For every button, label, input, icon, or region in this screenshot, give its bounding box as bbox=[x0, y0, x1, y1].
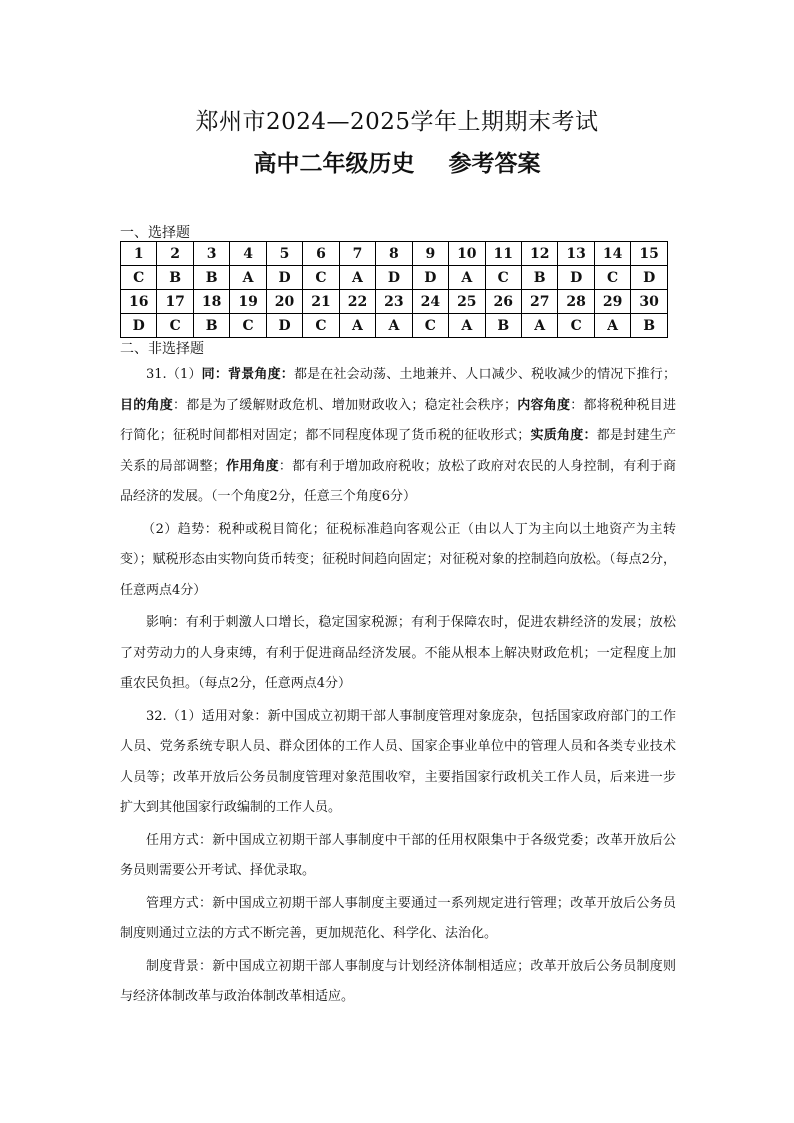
answer-cell: D bbox=[266, 266, 302, 290]
question-number-cell: 13 bbox=[558, 242, 594, 266]
answer-key-label: 参考答案 bbox=[448, 151, 541, 177]
answer-cell: B bbox=[193, 314, 229, 338]
question-number-cell: 10 bbox=[449, 242, 485, 266]
question-number-cell: 16 bbox=[121, 290, 157, 314]
answer-cell: A bbox=[376, 314, 412, 338]
answer-cell: C bbox=[594, 266, 630, 290]
answer-table bbox=[120, 241, 668, 338]
question-number-cell: 2 bbox=[157, 242, 193, 266]
question-number-cell: 30 bbox=[631, 290, 668, 314]
question-number-cell: 25 bbox=[449, 290, 485, 314]
question-number-cell: 27 bbox=[521, 290, 557, 314]
question-number-cell: 28 bbox=[558, 290, 594, 314]
answer-cell: C bbox=[303, 266, 339, 290]
answer-cell: B bbox=[485, 314, 521, 338]
answer-cell: D bbox=[558, 266, 594, 290]
subject-title bbox=[0, 145, 794, 178]
q32-management: 管理方式：新中国成立初期干部人事制度主要通过一系列规定进行管理；改革开放后公务员制度则通过立法的方式不断完善，更加规范化、科学化、法治化。 bbox=[120, 895, 676, 941]
answer-cell: D bbox=[376, 266, 412, 290]
q32-part1: 32.（1）适用对象：新中国成立初期干部人事制度管理对象庞杂，包括国家政府部门的工作人员、党务系统专职人员、群众团体的工作人员、国家企事业单位中的管理人员和各类专业技术人员等；改革开放后公务员制度管理对象范围收窄，主要指国家行政机关工作人员，后来进一步扩大到其他国家行政编制的工作人员。 bbox=[120, 708, 676, 815]
question-number-cell: 8 bbox=[376, 242, 412, 266]
answer-cell: A bbox=[449, 266, 485, 290]
answer-row bbox=[121, 266, 668, 290]
question-number-cell: 21 bbox=[303, 290, 339, 314]
exam-title: 郑州市2024—2025学年上期期末考试 bbox=[195, 109, 599, 135]
answer-row bbox=[121, 314, 668, 338]
answer-cell: D bbox=[266, 314, 302, 338]
question-number-cell: 3 bbox=[193, 242, 229, 266]
answer-cell: C bbox=[157, 314, 193, 338]
question-number-cell: 24 bbox=[412, 290, 448, 314]
question-number-cell: 20 bbox=[266, 290, 302, 314]
question-number-cell: 15 bbox=[631, 242, 668, 266]
question-number-cell: 5 bbox=[266, 242, 302, 266]
question-number-cell: 9 bbox=[412, 242, 448, 266]
question-number-cell: 6 bbox=[303, 242, 339, 266]
question-number-row bbox=[121, 242, 668, 266]
question-number-cell: 17 bbox=[157, 290, 193, 314]
answer-cell: B bbox=[631, 314, 668, 338]
answer-cell: D bbox=[631, 266, 668, 290]
question-number-row bbox=[121, 290, 668, 314]
answer-cell: B bbox=[521, 266, 557, 290]
question-number-cell: 1 bbox=[121, 242, 157, 266]
question-number-cell: 22 bbox=[339, 290, 375, 314]
q32-appointment: 任用方式：新中国成立初期干部人事制度中干部的任用权限集中于各级党委；改革开放后公务员则需要公开考试、择优录取。 bbox=[120, 832, 676, 878]
question-number-cell: 12 bbox=[521, 242, 557, 266]
question-number-cell: 26 bbox=[485, 290, 521, 314]
answer-cell: C bbox=[303, 314, 339, 338]
answer-cell: D bbox=[121, 314, 157, 338]
answer-cell: D bbox=[412, 266, 448, 290]
section-heading-choice: 一、选择题 bbox=[120, 225, 190, 241]
answer-cell: A bbox=[449, 314, 485, 338]
answer-cell: A bbox=[230, 266, 266, 290]
q32-background: 制度背景：新中国成立初期干部人事制度与计划经济体制相适应；改革开放后公务员制度则与经济体制改革与政治体制改革相适应。 bbox=[120, 958, 676, 1004]
subject-name: 高中二年级历史 bbox=[253, 151, 415, 177]
answer-cell: B bbox=[193, 266, 229, 290]
question-number-cell: 11 bbox=[485, 242, 521, 266]
question-number-cell: 7 bbox=[339, 242, 375, 266]
answer-cell: A bbox=[339, 314, 375, 338]
answer-cell: A bbox=[339, 266, 375, 290]
question-number-cell: 29 bbox=[594, 290, 630, 314]
answer-cell: C bbox=[558, 314, 594, 338]
answer-cell: C bbox=[485, 266, 521, 290]
answer-cell: B bbox=[157, 266, 193, 290]
question-number-cell: 18 bbox=[193, 290, 229, 314]
answer-cell: C bbox=[121, 266, 157, 290]
question-number-cell: 19 bbox=[230, 290, 266, 314]
answer-body bbox=[120, 360, 676, 1013]
answer-cell: C bbox=[230, 314, 266, 338]
answer-cell: A bbox=[521, 314, 557, 338]
question-number-cell: 23 bbox=[376, 290, 412, 314]
q31-part1: 31.（1）同：背景角度：都是在社会动荡、土地兼并、人口减少、税收减少的情况下推行；目的角度：都是为了缓解财政危机、增加财政收入；稳定社会秩序；内容角度：都将税种税目进行简化；征税时间都相对固定；都不同程度体现了货币税的征收形式；实质角度：都是封建生产关系的局部调整；作用角度：都有利于增加政府税收；放松了政府对农民的人身控制，有利于商品经济的发展。（一个角度2分，任意三个角度6分） bbox=[120, 367, 676, 504]
question-number-cell: 14 bbox=[594, 242, 630, 266]
question-number-cell: 4 bbox=[230, 242, 266, 266]
answer-cell: C bbox=[412, 314, 448, 338]
section-heading-nonchoice: 二、非选择题 bbox=[120, 341, 204, 357]
q31-part2: （2）趋势：税种或税目简化；征税标准趋向客观公正（由以人丁为主向以土地资产为主转变）；赋税形态由实物向货币转变；征税时间趋向固定；对征税对象的控制趋向放松。（每点2分，任意两点4分） bbox=[120, 521, 676, 598]
answer-cell: A bbox=[594, 314, 630, 338]
q31-impact: 影响：有利于刺激人口增长，稳定国家税源；有利于保障农时，促进农耕经济的发展；放松了对劳动力的人身束缚，有利于促进商品经济发展。不能从根本上解决财政危机；一定程度上加重农民负担。（每点2分，任意两点4分） bbox=[120, 615, 676, 691]
